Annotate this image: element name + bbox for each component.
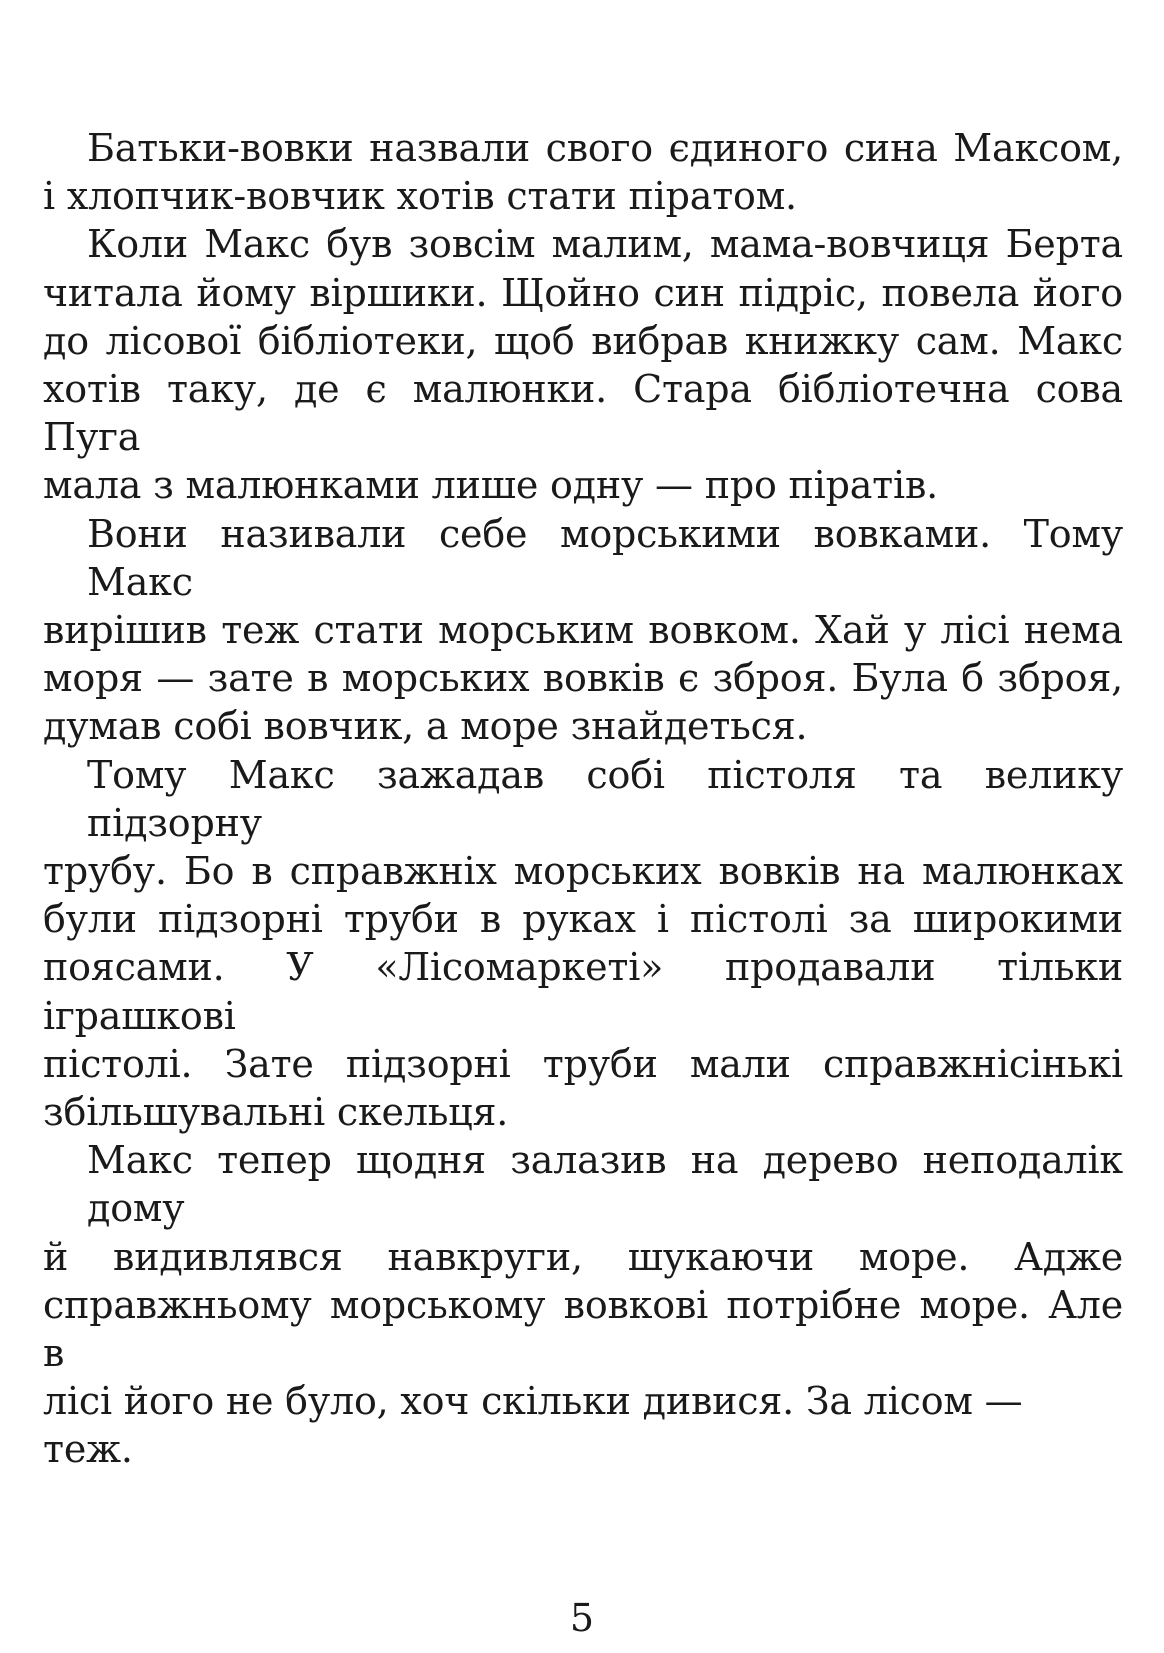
text-line: Тому Макс зажадав собі пістоля та велику підзорну xyxy=(87,752,1123,845)
text-line: Коли Макс був зовсім малим, мама-вовчиця Берта xyxy=(87,222,1123,267)
paragraph-2 xyxy=(43,220,1123,509)
text-line: справжньому морському вовкові потрібне море. Але в xyxy=(43,1282,1123,1376)
text-line: поясами. У «Лісомаркеті» продавали тільки іграшкові xyxy=(43,945,1123,1038)
text-line: пістолі. Зате підзорні труби мали справжнісінькі xyxy=(43,1041,1123,1086)
text-line: трубу. Бо в справжніх морських вовків на малюнках xyxy=(43,849,1123,894)
text-line: Батьки-вовки назвали свого єдиного сина Максом, xyxy=(87,126,1123,170)
text-line: збільшувальні скельця. xyxy=(43,1090,509,1135)
text-line: думав собі вовчик, а море знайдеться. xyxy=(43,704,808,749)
text-line: лісі його не було, хоч скільки дивися. За лісом — теж. xyxy=(43,1379,1023,1472)
paragraph-5 xyxy=(43,1136,1123,1473)
text-line: читала йому віршики. Щойно син підріс, повела його xyxy=(43,270,1123,315)
paragraph-3 xyxy=(43,510,1123,751)
text-line: моря — зате в морських вовків є зброя. Була б зброя, xyxy=(43,656,1123,701)
text-line: вирішив теж стати морським вовком. Хай у лісі нема xyxy=(43,608,1123,653)
text-line: й видивлявся навкруги, шукаючи море. Адже xyxy=(43,1234,1123,1279)
text-line: до лісової бібліотеки, щоб вибрав книжку сам. Макс xyxy=(43,318,1123,363)
text-line: хотів таку, де є малюнки. Стара бібліотечна сова Пуга xyxy=(43,367,1123,460)
page-number: 5 xyxy=(569,1596,595,1640)
text-line: Вони називали себе морськими вовками. Тому Макс xyxy=(87,511,1123,604)
text-line: були підзорні труби в руках і пістолі за широкими xyxy=(43,897,1123,942)
paragraph-4 xyxy=(43,751,1123,1137)
text-line: і хлопчик-вовчик хотів стати піратом. xyxy=(43,174,797,219)
text-line: мала з малюнками лише одну — про піратів. xyxy=(43,463,939,508)
text-line: Макс тепер щодня залазив на дерево неподалік дому xyxy=(87,1138,1123,1231)
page-body-text xyxy=(43,124,1123,1474)
paragraph-1 xyxy=(43,124,1123,220)
